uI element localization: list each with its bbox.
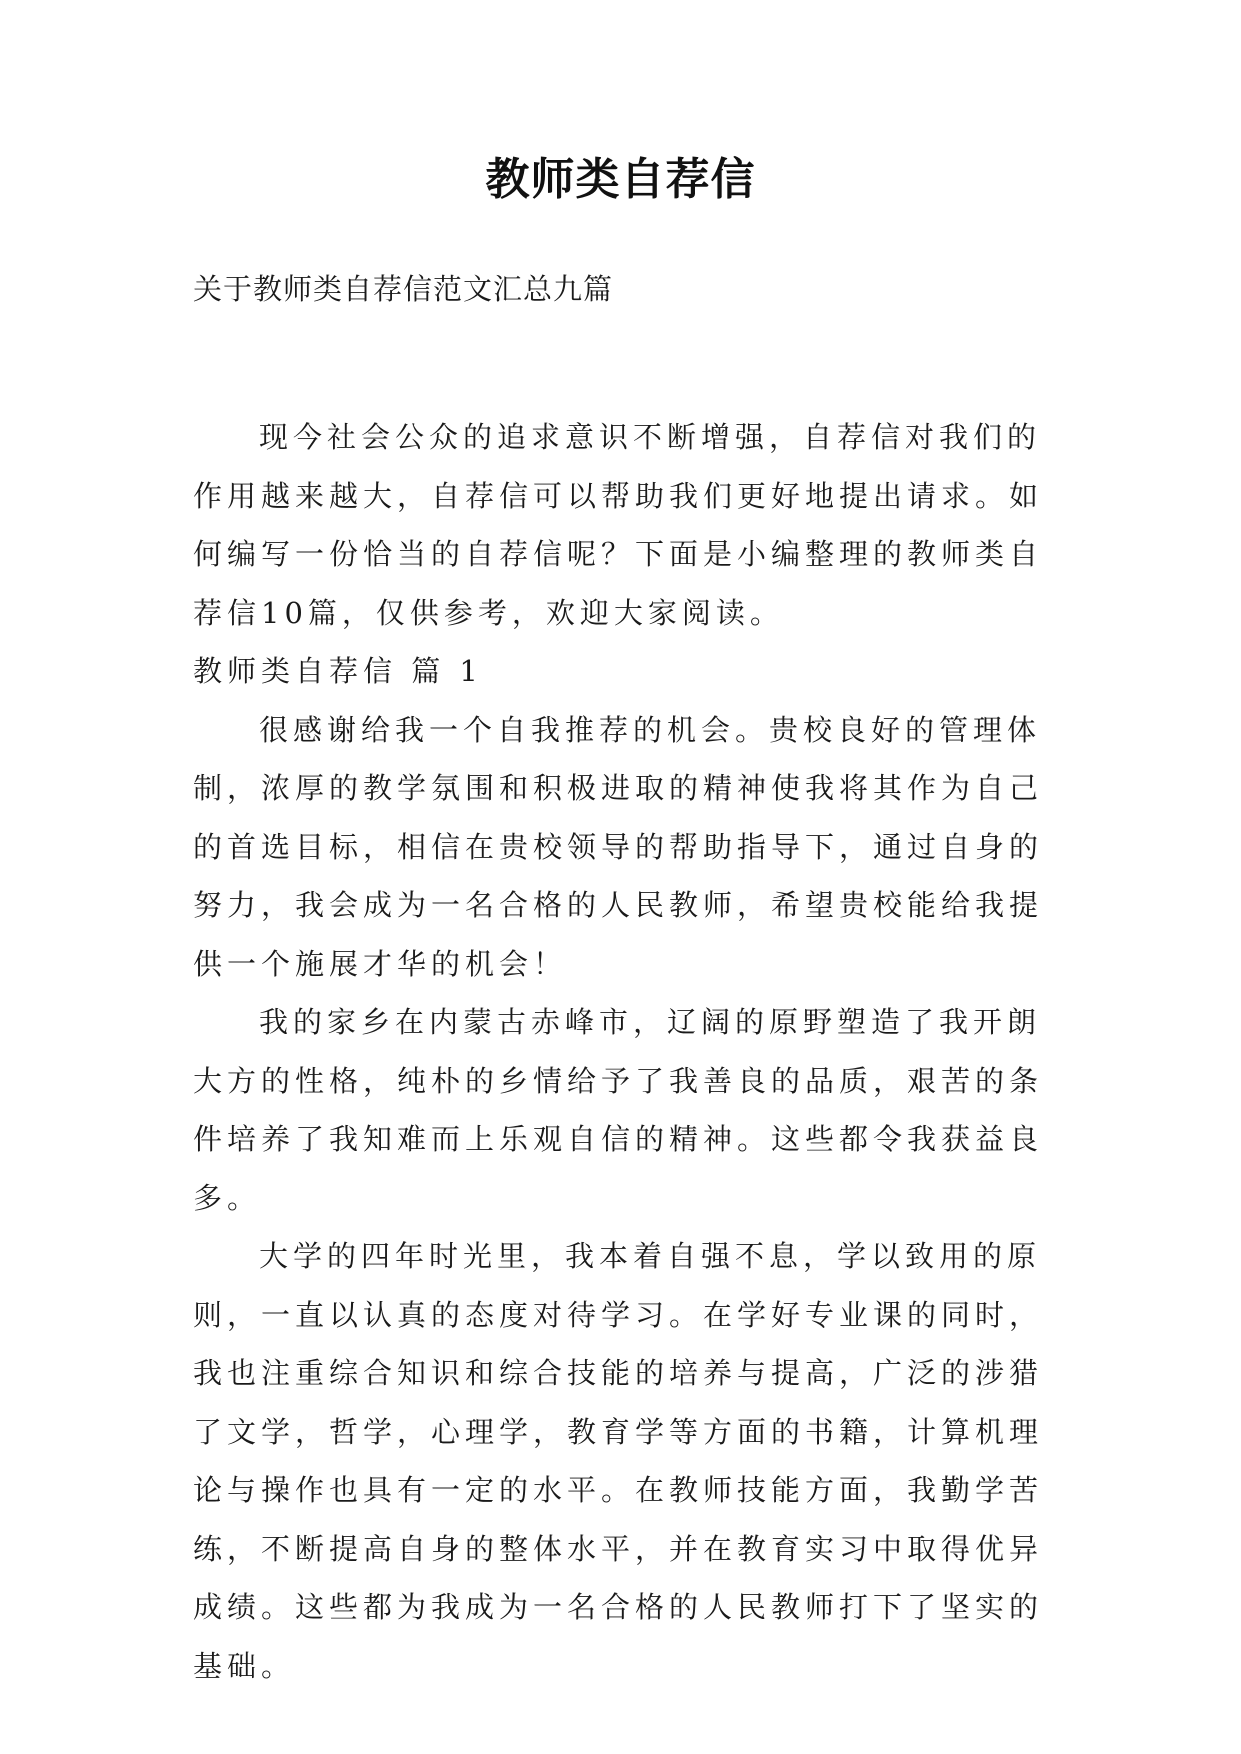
body-paragraph-2: 我的家乡在内蒙古赤峰市，辽阔的原野塑造了我开朗大方的性格，纯朴的乡情给予了我善良的品质，艰苦的条件培养了我知难而上乐观自信的精神。这些都令我获益良多。 [193, 1005, 1044, 1215]
body-paragraph-3: 大学的四年时光里，我本着自强不息，学以致用的原则，一直以认真的态度对待学习。在学好专业课的同时，我也注重综合知识和综合技能的培养与提高，广泛的涉猎了文学，哲学，心理学，教育学等方面的书籍，计算机理论与操作也具有一定的水平。在教师技能方面，我勤学苦练，不断提高自身的整体水平，并在教育实习中取得优异成绩。这些都为我成为一名合格的人民教师打下了坚实的基础。 [193, 1239, 1044, 1683]
intro-paragraph: 现今社会公众的追求意识不断增强，自荐信对我们的作用越来越大，自荐信可以帮助我们更好地提出请求。如何编写一份恰当的自荐信呢？下面是小编整理的教师类自荐信10篇，仅供参考，欢迎大家阅读。 [193, 420, 1044, 630]
document-subtitle: 关于教师类自荐信范文汇总九篇 [193, 272, 614, 306]
section-heading: 教师类自荐信 篇 1 [193, 654, 483, 688]
body-paragraph-1: 很感谢给我一个自我推荐的机会。贵校良好的管理体制，浓厚的教学氛围和积极进取的精神使我将其作为自己的首选目标，相信在贵校领导的帮助指导下，通过自身的努力，我会成为一名合格的人民教师，希望贵校能给我提供一个施展才华的机会！ [193, 712, 1044, 981]
document-body [193, 408, 1073, 1695]
document-title: 教师类自荐信 [485, 154, 756, 205]
